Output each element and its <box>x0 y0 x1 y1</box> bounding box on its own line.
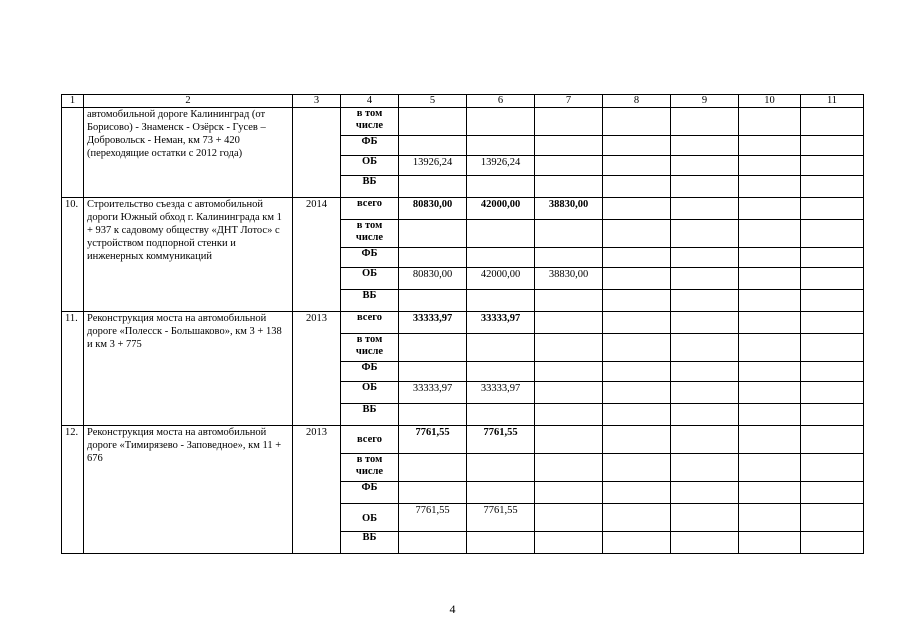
value-cell: 80830,00 <box>399 198 467 220</box>
value-cell: 42000,00 <box>467 198 535 220</box>
kind-incl: в том числе <box>341 108 399 136</box>
col-header: 8 <box>603 95 671 108</box>
value-cell: 33333,97 <box>467 382 535 404</box>
col-header: 10 <box>739 95 801 108</box>
value-cell: 13926,24 <box>399 156 467 176</box>
kind-ob: ОБ <box>341 156 399 176</box>
object-name: автомобильной дороге Калининград (от Борисово) - Знаменск - Озёрск - Гусев – Добровольск - Неман, км 73 + 420 (переходящие остатки с 2012 года) <box>84 108 293 198</box>
value-cell <box>535 312 603 334</box>
object-name: Реконструкция моста на автомобильной дороге «Тимирязево - Заповедное», км 11 + 676 <box>84 426 293 554</box>
row-number: 12. <box>62 426 84 554</box>
object-year: 2013 <box>293 426 341 554</box>
col-header: 4 <box>341 95 399 108</box>
kind-total: всего <box>341 312 399 334</box>
col-header: 2 <box>84 95 293 108</box>
row-number: 10. <box>62 198 84 312</box>
col-header: 5 <box>399 95 467 108</box>
value-cell <box>535 504 603 532</box>
value-cell <box>535 156 603 176</box>
kind-incl: в том числе <box>341 220 399 248</box>
col-header: 3 <box>293 95 341 108</box>
object-name: Строительство съезда с автомобильной дороги Южный обход г. Калининграда км 1 + 937 к садовому обществу «ДНТ Лотос» с устройством подпорной стенки и инженерных коммуникаций <box>84 198 293 312</box>
kind-ob: ОБ <box>341 382 399 404</box>
value-cell: 33333,97 <box>399 312 467 334</box>
value-cell: 38830,00 <box>535 198 603 220</box>
value-cell: 38830,00 <box>535 268 603 290</box>
value-cell: 33333,97 <box>467 312 535 334</box>
column-numbers-row <box>62 95 864 108</box>
budget-table <box>61 94 864 554</box>
kind-total: всего <box>341 426 399 454</box>
kind-vb: ВБ <box>341 404 399 426</box>
kind-incl: в том числе <box>341 334 399 362</box>
col-header: 1 <box>62 95 84 108</box>
kind-vb: ВБ <box>341 290 399 312</box>
value-cell: 7761,55 <box>467 504 535 532</box>
kind-vb: ВБ <box>341 176 399 198</box>
value-cell: 7761,55 <box>399 504 467 532</box>
value-cell: 7761,55 <box>467 426 535 454</box>
object-name: Реконструкция моста на автомобильной дороге «Полесск - Большаково», км 3 + 138 и км 3 + 775 <box>84 312 293 426</box>
table-row <box>62 312 864 334</box>
object-year: 2014 <box>293 198 341 312</box>
kind-fb: ФБ <box>341 248 399 268</box>
kind-ob: ОБ <box>341 268 399 290</box>
value-cell <box>535 426 603 454</box>
kind-ob: ОБ <box>341 504 399 532</box>
col-header: 7 <box>535 95 603 108</box>
table-row <box>62 198 864 220</box>
kind-incl: в том числе <box>341 454 399 482</box>
row-number: 11. <box>62 312 84 426</box>
value-cell: 80830,00 <box>399 268 467 290</box>
object-year <box>293 108 341 198</box>
value-cell: 42000,00 <box>467 268 535 290</box>
value-cell: 7761,55 <box>399 426 467 454</box>
col-header: 9 <box>671 95 739 108</box>
value-cell: 33333,97 <box>399 382 467 404</box>
kind-fb: ФБ <box>341 362 399 382</box>
col-header: 6 <box>467 95 535 108</box>
kind-vb: ВБ <box>341 532 399 554</box>
table-row <box>62 426 864 454</box>
value-cell: 13926,24 <box>467 156 535 176</box>
row-number <box>62 108 84 198</box>
kind-total: всего <box>341 198 399 220</box>
col-header: 11 <box>801 95 864 108</box>
kind-fb: ФБ <box>341 482 399 504</box>
value-cell <box>535 382 603 404</box>
kind-fb: ФБ <box>341 136 399 156</box>
table-row <box>62 108 864 136</box>
object-year: 2013 <box>293 312 341 426</box>
page-number: 4 <box>449 602 456 616</box>
